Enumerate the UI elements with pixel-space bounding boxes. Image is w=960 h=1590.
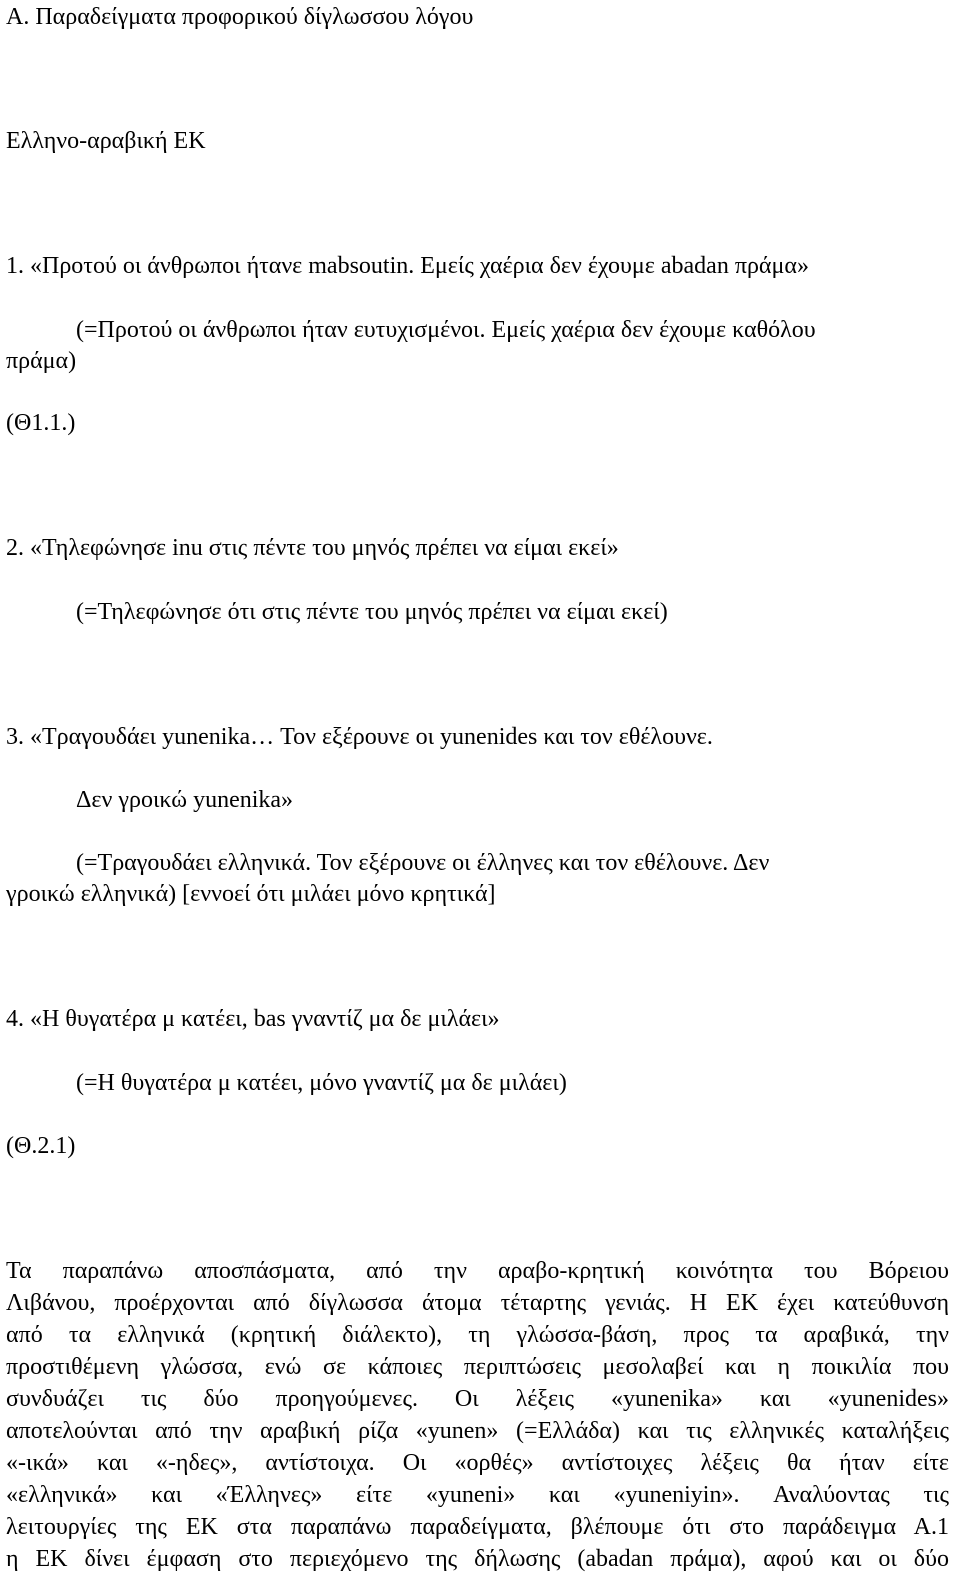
example-1-gloss-line-1: (=Προτού οι άνθρωποι ήταν ευτυχισμένοι. Εμείς χαέρια δεν έχουμε καθόλου	[76, 317, 816, 343]
example-3-quote-line-1: 3. «Τραγουδάει yunenika… Τον εξέρουνε οι yunenides και τον εθέλουνε.	[6, 724, 713, 750]
example-2-gloss: (=Τηλεφώνησε ότι στις πέντε του μηνός πρέπει να είμαι εκεί)	[76, 599, 668, 625]
paragraph-line: η ΕΚ δίνει έμφαση στο περιεχόμενο της δήλωσης (abadan πράμα), αφού και οι δύο	[6, 1546, 949, 1572]
paragraph-line: Λιβάνου, προέρχονται από δίγλωσσα άτομα τέταρτης γενιάς. Η ΕΚ έχει κατεύθυνση	[6, 1290, 949, 1316]
example-4-reference: (Θ.2.1)	[6, 1133, 76, 1159]
paragraph-line: συνδυάζει τις δύο προηγούμενες. Οι λέξεις «yunenika» και «yunenides»	[6, 1386, 949, 1412]
paragraph-line: «-ικά» και «-ηδες», αντίστοιχα. Οι «ορθές» αντίστοιχες λέξεις θα ήταν είτε	[6, 1450, 949, 1476]
example-3-quote-line-2: Δεν γροικώ yunenika»	[76, 787, 294, 813]
paragraph-line: από τα ελληνικά (κρητική διάλεκτο), τη γλώσσα-βάση, προς τα αραβικά, την	[6, 1322, 949, 1348]
example-3-gloss-line-1: (=Τραγουδάει ελληνικά. Τον εξέρουνε οι έλληνες και τον εθέλουνε. Δεν	[76, 850, 770, 876]
paragraph-line: αποτελούνται από την αραβική ρίζα «yunen» (=Ελλάδα) και τις ελληνικές καταλήξεις	[6, 1418, 949, 1444]
paragraph-line: προστιθέμενη γλώσσα, ενώ σε κάποιες περιπτώσεις μεσολαβεί και η ποικιλία που	[6, 1354, 949, 1380]
example-4-gloss: (=Η θυγατέρα μ κατέει, μόνο γναντίζ μα δε μιλάει)	[76, 1070, 567, 1096]
example-3-gloss-line-2: γροικώ ελληνικά) [εννοεί ότι μιλάει μόνο κρητικά]	[6, 881, 496, 907]
example-1-gloss-line-2: πράμα)	[6, 348, 77, 374]
section-heading: Α. Παραδείγματα προφορικού δίγλωσσου λόγου	[6, 4, 474, 30]
example-4-quote: 4. «Η θυγατέρα μ κατέει, bas γναντίζ μα δε μιλάει»	[6, 1006, 500, 1032]
example-2-quote: 2. «Τηλεφώνησε inu στις πέντε του μηνός πρέπει να είμαι εκεί»	[6, 535, 619, 561]
paragraph-line: Τα παραπάνω αποσπάσματα, από την αραβο-κρητική κοινότητα του Βόρειου	[6, 1258, 949, 1284]
section-subheading: Ελληνο-αραβική ΕΚ	[6, 128, 206, 154]
example-1-quote: 1. «Προτού οι άνθρωποι ήτανε mabsoutin. Εμείς χαέρια δεν έχουμε abadan πράμα»	[6, 253, 809, 279]
paragraph-line: λειτουργίες της ΕΚ στα παραπάνω παραδείγματα, βλέπουμε ότι στο παράδειγμα Α.1	[6, 1514, 949, 1540]
paragraph-line: «ελληνικά» και «Έλληνες» είτε «yuneni» και «yuneniyin». Αναλύοντας τις	[6, 1482, 949, 1508]
example-1-reference: (Θ1.1.)	[6, 410, 76, 436]
